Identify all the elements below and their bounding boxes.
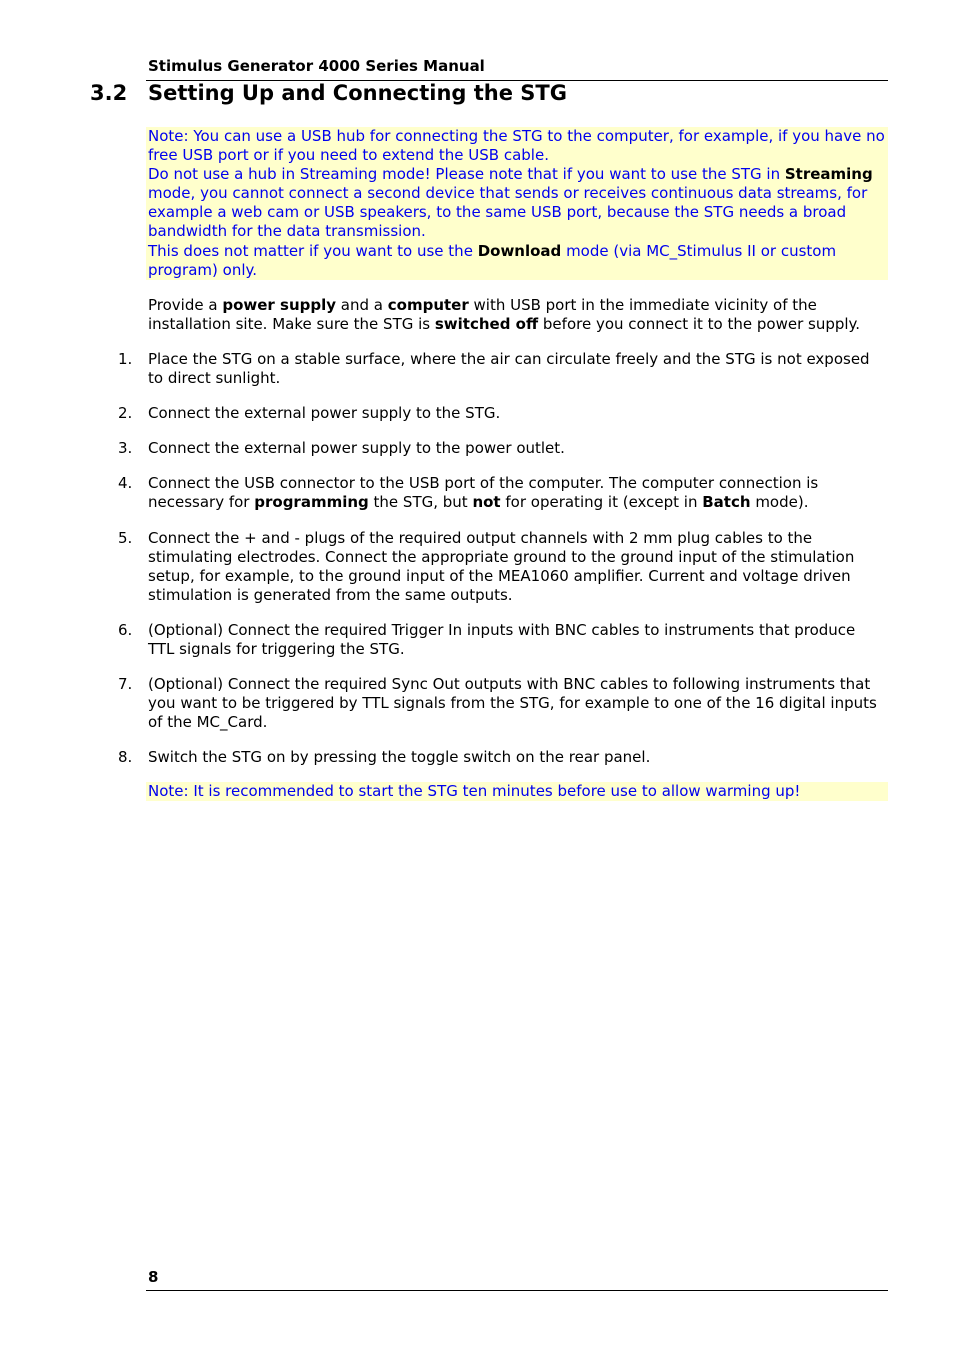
note-paragraph [148,242,888,280]
running-header: Stimulus Generator 4000 Series Manual [148,57,485,75]
step-text: (Optional) Connect the required Trigger In inputs with BNC cables to instruments that produce TTL signals for triggering the STG. [148,621,856,659]
usb-hub-note [146,127,888,280]
note-paragraph: Note: It is recommended to start the STG ten minutes before use to allow warming up! [148,782,801,800]
step-text: Connect the external power supply to the power outlet. [148,439,565,457]
step-text: Connect the + and - plugs of the required output channels with 2 mm plug cables to the stimulating electrodes. Connect the appropriate ground to the ground input of the stimulation setup, for example, to the ground input of the MEA1060 amplifier. Current and voltage driven stimulation is generated from the same outputs. [148,529,855,605]
intro-text: before you connect it to the power supply. [538,315,861,334]
intro-text: and a [336,296,388,314]
note-text: This does not matter if you want to use the [148,241,478,260]
step-bold: programming [254,493,369,512]
step-number: 4. [118,474,133,492]
step-text [148,474,878,512]
note-paragraph: Note: You can use a USB hub for connecting the STG to the computer, for example, if you have no free USB port or if you need to extend the USB cable. [148,127,885,165]
step-number: 6. [118,621,133,639]
step-text-part: mode). [750,493,809,512]
section-number: 3.2 [90,81,128,105]
intro-bold: power supply [222,296,337,314]
note-bold: Streaming [784,165,873,184]
step-text: Switch the STG on by pressing the toggle switch on the rear panel. [148,748,651,766]
section-title: Setting Up and Connecting the STG [148,81,567,105]
page-number: 8 [148,1268,159,1286]
step-number: 2. [118,404,133,422]
intro-text: with USB port in the immediate vicinity of the installation site. Make sure the STG is [148,296,817,334]
note-text: mode, you cannot connect a second device that sends or receives continuous data streams, for example a web cam or USB speakers, to the same USB port, because the STG needs a broad bandwidth for the data transmission. [148,184,868,241]
note-text: mode (via MC_Stimulus II or custom program) only. [148,241,837,279]
intro-bold: computer [387,296,469,314]
step-text: Connect the external power supply to the STG. [148,404,501,422]
intro-text: Provide a [148,296,223,314]
step-number: 8. [118,748,133,766]
step-number: 5. [118,529,133,547]
step-number: 7. [118,675,133,693]
step-text: (Optional) Connect the required Sync Out outputs with BNC cables to following instruments that you want to be triggered by TTL signals from the STG, for example to one of the 16 digital inputs of the MC_Card. [148,675,877,732]
step-text: Place the STG on a stable surface, where the air can circulate freely and the STG is not exposed to direct sunlight. [148,350,870,388]
step-bold: not [472,493,501,512]
note-bold: Download [477,241,562,260]
footer-rule [146,1290,888,1291]
intro-paragraph [148,296,878,334]
step-text-part: Connect the USB connector to the USB port of the computer. The computer connection is necessary for [148,474,819,512]
step-number: 3. [118,439,133,457]
intro-bold: switched off [434,315,539,334]
step-bold: Batch [702,493,751,512]
note-text: Do not use a hub in Streaming mode! Please note that if you want to use the STG in [148,165,785,184]
step-text-part: for operating it (except in [500,493,703,512]
warmup-note [146,782,888,801]
step-text-part: the STG, but [368,493,473,512]
step-number: 1. [118,350,133,368]
note-paragraph [148,165,888,241]
